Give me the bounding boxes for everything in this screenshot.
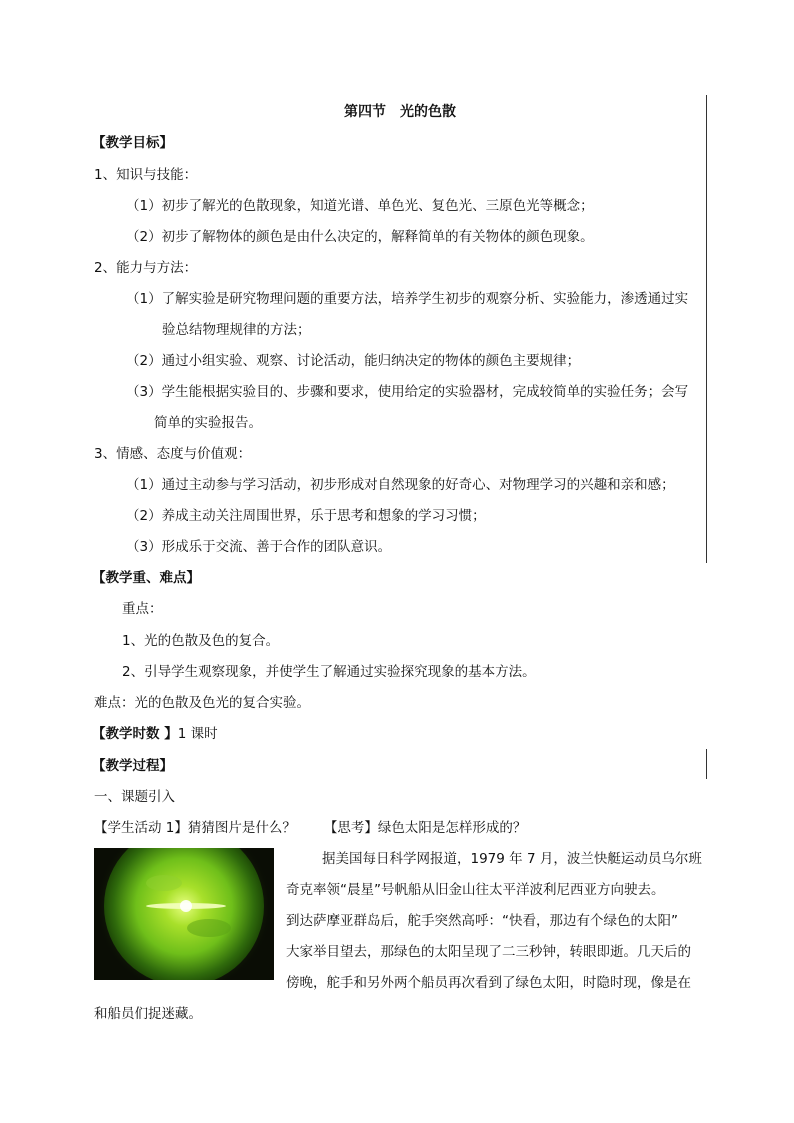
objective-section-1-title: 1、知识与技能： <box>94 167 198 183</box>
key-point-1: 1、光的色散及色的复合。 <box>122 633 280 649</box>
key-points-heading: 【教学重、难点】 <box>92 570 200 586</box>
objective-2-item-2: （2）通过小组实验、观察、讨论活动，能归纳决定的物体的颜色主要规律； <box>126 353 581 369</box>
story-line-6: 和船员们捉迷藏。 <box>94 1006 202 1022</box>
objective-3-item-3: （3）形成乐于交流、善于合作的团队意识。 <box>126 539 392 555</box>
think-label: 【思考】 <box>323 820 378 836</box>
key-point-2: 2、引导学生观察现象，并使学生了解通过实验探究现象的基本方法。 <box>122 664 536 680</box>
story-line-2: 奇克率领“晨星”号帆船从旧金山往太平洋波利尼西亚方向驶去。 <box>286 882 665 898</box>
objective-2-item-1: （1）了解实验是研究物理问题的重要方法，培养学生初步的观察分析、实验能力，渗透通过实 <box>126 291 689 307</box>
teaching-hours <box>92 725 218 743</box>
hours-value: 1 课时 <box>177 726 218 742</box>
activity-line <box>94 819 526 837</box>
page-title: 第四节 光的色散 <box>344 104 456 120</box>
process-heading: 【教学过程】 <box>92 758 173 774</box>
green-sun-graphic <box>94 848 274 980</box>
objective-section-3-title: 3、情感、态度与价值观： <box>94 446 252 462</box>
hours-heading: 【教学时数 】 <box>92 726 178 742</box>
objective-2-item-3: （3）学生能根据实验目的、步骤和要求，使用给定的实验器材，完成较简单的实验任务；会写 <box>126 384 689 400</box>
story-line-5: 傍晚，舵手和另外两个船员再次看到了绿色太阳，时隐时现，像是在 <box>286 975 691 991</box>
story-line-1: 据美国每日科学网报道，1979 年 7 月，波兰快艇运动员乌尔班 <box>322 851 702 867</box>
objective-section-2-title: 2、能力与方法： <box>94 260 198 276</box>
objectives-heading: 【教学目标】 <box>92 135 173 151</box>
objective-3-item-1: （1）通过主动参与学习活动，初步形成对自然现象的好奇心、对物理学习的兴趣和亲和感； <box>126 477 675 493</box>
intro-title: 一、课题引入 <box>94 789 175 805</box>
activity-label: 【学生活动 1】 <box>94 820 188 836</box>
margin-line-bottom <box>706 749 707 779</box>
objective-1-item-2: （2）初步了解物体的颜色是由什么决定的，解释简单的有关物体的颜色现象。 <box>126 229 594 245</box>
key-point-label: 重点： <box>122 601 163 617</box>
think-text: 绿色太阳是怎样形成的？ <box>377 820 527 836</box>
margin-line-top <box>706 95 707 563</box>
activity-text: 猜猜图片是什么？ <box>187 820 296 836</box>
green-sun-image <box>94 848 274 980</box>
story-line-3: 到达萨摩亚群岛后，舵手突然高呼：“快看，那边有个绿色的太阳” <box>286 913 678 929</box>
objective-2-item-1-cont: 验总结物理规律的方法； <box>162 322 311 338</box>
objective-3-item-2: （2）养成主动关注周围世界，乐于思考和想象的学习习惯； <box>126 508 486 524</box>
difficulty: 难点：光的色散及色光的复合实验。 <box>94 695 310 711</box>
objective-2-item-3-cont: 简单的实验报告。 <box>154 415 262 431</box>
objective-1-item-1: （1）初步了解光的色散现象，知道光谱、单色光、复色光、三原色光等概念； <box>126 198 594 214</box>
story-line-4: 大家举目望去，那绿色的太阳呈现了二三秒钟，转眼即逝。几天后的 <box>286 944 691 960</box>
